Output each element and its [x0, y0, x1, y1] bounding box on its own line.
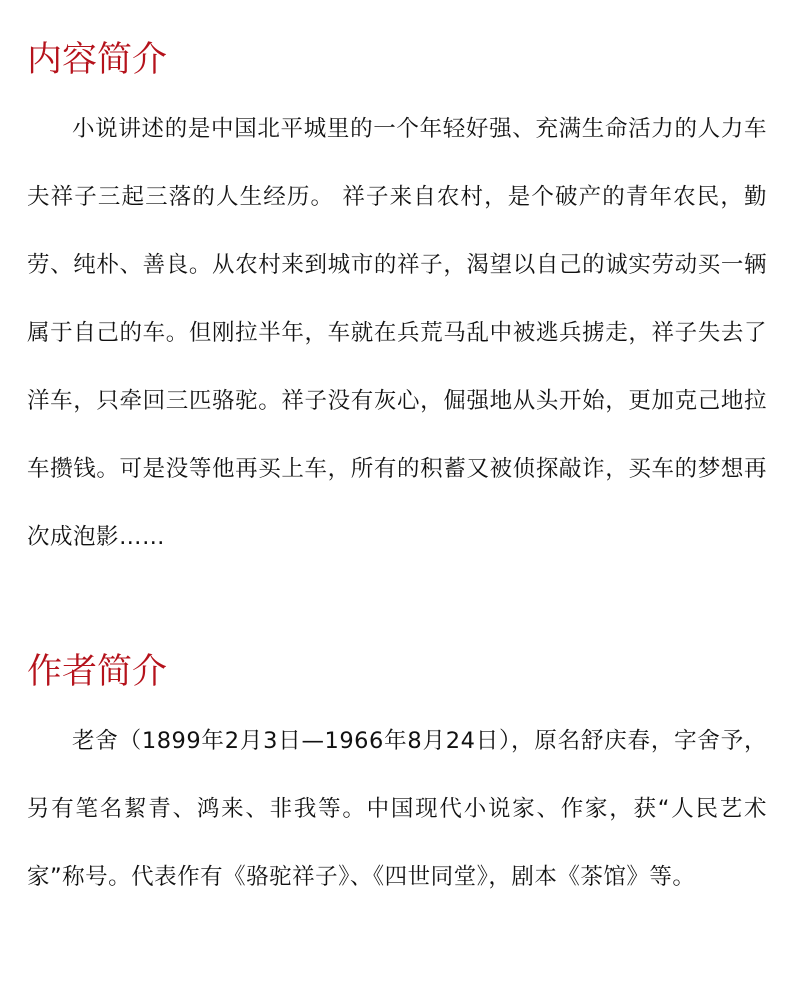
author-intro-paragraph: 老舍（1899年2月3日—1966年8月24日），原名舒庆春，字舍予，另有笔名絜青、鸿来、非我等。中国现代小说家、作家，获“人民艺术家”称号。代表作有《骆驼祥子》、《四世同堂》，剧本《茶馆》等。: [27, 728, 767, 890]
author-intro-heading: 作者简介: [27, 652, 168, 692]
content-intro-heading: 内容简介: [27, 40, 168, 80]
content-intro-paragraph: 小说讲述的是中国北平城里的一个年轻好强、充满生命活力的人力车夫祥子三起三落的人生经历。 祥子来自农村，是个破产的青年农民，勤劳、纯朴、善良。从农村来到城市的祥子，渴望以自己的诚实劳动买一辆属于自己的车。但刚拉半年，车就在兵荒马乱中被逃兵掳走，祥子失去了洋车，只牵回三匹骆驼。祥子没有灰心，倔强地从头开始，更加克己地拉车攒钱。可是没等他再买上车，所有的积蓄又被侦探敲诈，买车的梦想再次成泡影……: [27, 116, 767, 550]
